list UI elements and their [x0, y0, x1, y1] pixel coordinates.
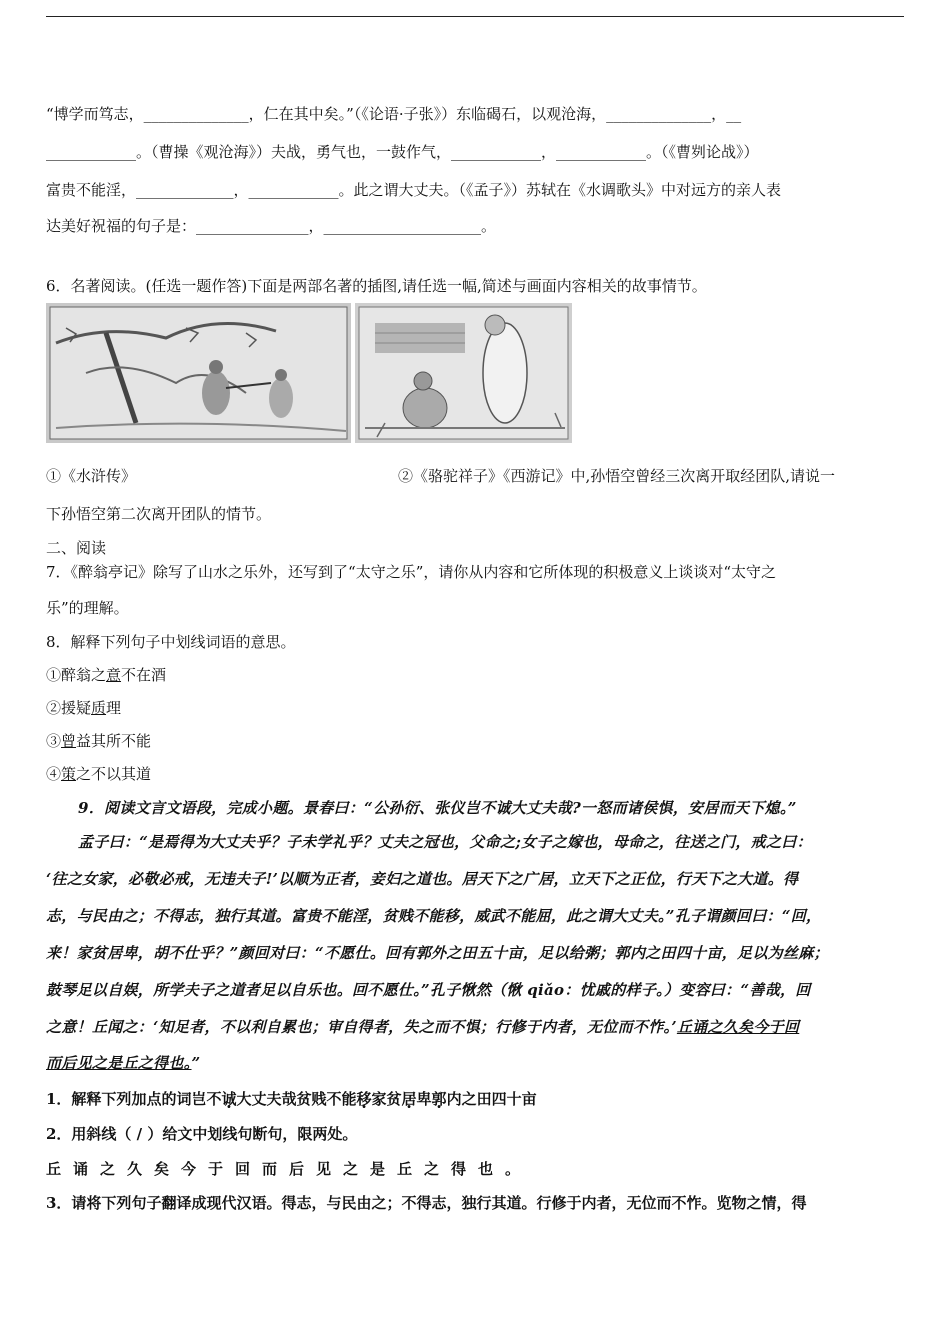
dotted-word: 诚: [221, 1090, 237, 1108]
passage-text: ”: [191, 1054, 201, 1072]
item-text: 理: [106, 699, 122, 717]
underlined-word: 曾: [61, 732, 77, 750]
item-text: 益其所不能: [76, 732, 152, 750]
question-8-item: [46, 665, 906, 685]
illustration-water-margin: [46, 303, 351, 443]
passage-line-2: 孟子曰：“是焉得为大丈夫乎？子未学礼乎？丈夫之冠也，父命之;女子之嫁也，母命之，往送之门，戒之曰：: [78, 833, 812, 851]
question-8-item: [46, 698, 906, 718]
item-text: 之不以其道: [76, 765, 152, 783]
dotted-word: 郭: [431, 1090, 447, 1108]
option-1-label: ①《水浒传》: [46, 467, 137, 485]
passage-line-7: [46, 1017, 906, 1037]
item-text: ②援疑: [46, 699, 92, 717]
passage-line-6: 鼓琴足以自娱，所学夫子之道者足以自乐也。回不愿仕。”孔子愀然（愀 qiǎo：忧戚的样子。）变容曰：“善哉，回: [46, 981, 811, 999]
underlined-sentence: 丘诵之久矣今于回: [676, 1018, 800, 1036]
dotted-word: 移: [356, 1090, 372, 1108]
passage-line-8: [46, 1053, 906, 1073]
passage-line-4: 志，与民由之；不得志，独行其道。富贵不能淫，贫贱不能移，威武不能屈，此之谓大丈夫。”孔子谓颜回曰：“回，: [46, 907, 822, 925]
question-7-line-2: 乐”的理解。: [46, 599, 129, 617]
subquestion-text: 家贫: [371, 1090, 402, 1108]
dotted-word: 居: [401, 1090, 417, 1108]
question-8-prompt: 8．解释下列句子中划线词语的意思。: [46, 633, 296, 651]
section-title-reading: 二、阅读: [46, 539, 107, 557]
poetry-line-1: “博学而笃志，______________，仁在其中矣。”（《论语·子张》）东临碣石，以观沧海，______________，__: [46, 105, 742, 123]
underlined-word: 意: [106, 666, 122, 684]
poetry-line-2: ____________。（曹操《观沧海》）夫战，勇气也，一鼓作气，____________，____________。（《曹刿论战》）: [46, 143, 759, 161]
passage-text: 之意！丘闻之：‘知足者，不以利自累也；审自得者，失之而不惧；行修于内者，无位而不怍。’: [46, 1018, 677, 1036]
underlined-word: 策: [61, 765, 77, 783]
item-text: ④: [46, 765, 62, 783]
subquestion-text: 大丈夫哉贫贱不能: [236, 1090, 357, 1108]
subquestion-2: 2．用斜线（ / ）给文中划线句断句，限两处。: [46, 1125, 358, 1143]
item-text: 不在酒: [121, 666, 167, 684]
passage-line-3: ‘往之女家，必敬必戒，无违夫子!’以顺为正者，妾妇之道也。居天下之广居，立天下之正位，行天下之大道。得: [46, 870, 799, 888]
punctuation-sentence: 丘诵之久矣今于回而后见之是丘之得也。: [46, 1160, 533, 1178]
poetry-line-3: 富贵不能淫，_____________，____________。此之谓大丈夫。（《孟子》）苏轼在《水调歌头》中对远方的亲人表: [46, 181, 782, 199]
question-6-prompt: 6．名著阅读。(任选一题作答)下面是两部名著的插图,请任选一幅,简述与画面内容相关的故事情节。: [46, 277, 707, 295]
question-8-item: [46, 764, 906, 784]
poetry-line-4: 达美好祝福的句子是：_______________，_____________________。: [46, 217, 497, 235]
underlined-word: 质: [91, 699, 107, 717]
question-7-line-1: 7．《醉翁亭记》除写了山水之乐外，还写到了“太守之乐”，请你从内容和它所体现的积极意义上谈谈对“太守之: [46, 563, 777, 581]
subquestion-3: 3．请将下列句子翻译成现代汉语。得志，与民由之；不得志，独行其道。行修于内者，无位而不怍。览物之情，得: [46, 1194, 807, 1212]
option-2-label: ②《骆驼祥子》《西游记》中,孙悟空曾经三次离开取经团队,请说一: [398, 467, 836, 485]
illustration-camel-xiangzi: [355, 303, 572, 443]
subquestion-text: 卑: [416, 1090, 432, 1108]
header-rule: [46, 16, 904, 17]
underlined-sentence: 而后见之是丘之得也。: [46, 1054, 192, 1072]
subquestion-1: [46, 1089, 906, 1109]
option-2-continuation: 下孙悟空第二次离开团队的情节。: [46, 505, 272, 523]
passage-line-5: 来！家贫居卑，胡不仕乎？”颜回对曰：“不愿仕。回有郭外之田五十亩，足以给粥；郭内之田四十亩，足以为丝麻；: [46, 944, 829, 962]
subquestion-text: 内之田四十亩: [446, 1090, 537, 1108]
question-9-line-1: 9．阅读文言文语段，完成小题。景春曰：“公孙衍、张仪岂不诚大丈夫哉?一怒而诸侯惧，安居而天下熄。”: [78, 799, 797, 817]
subquestion-text: 1．解释下列加点的词岂不: [46, 1090, 222, 1108]
item-text: ①醉翁之: [46, 666, 107, 684]
question-8-item: [46, 731, 906, 751]
item-text: ③: [46, 732, 62, 750]
